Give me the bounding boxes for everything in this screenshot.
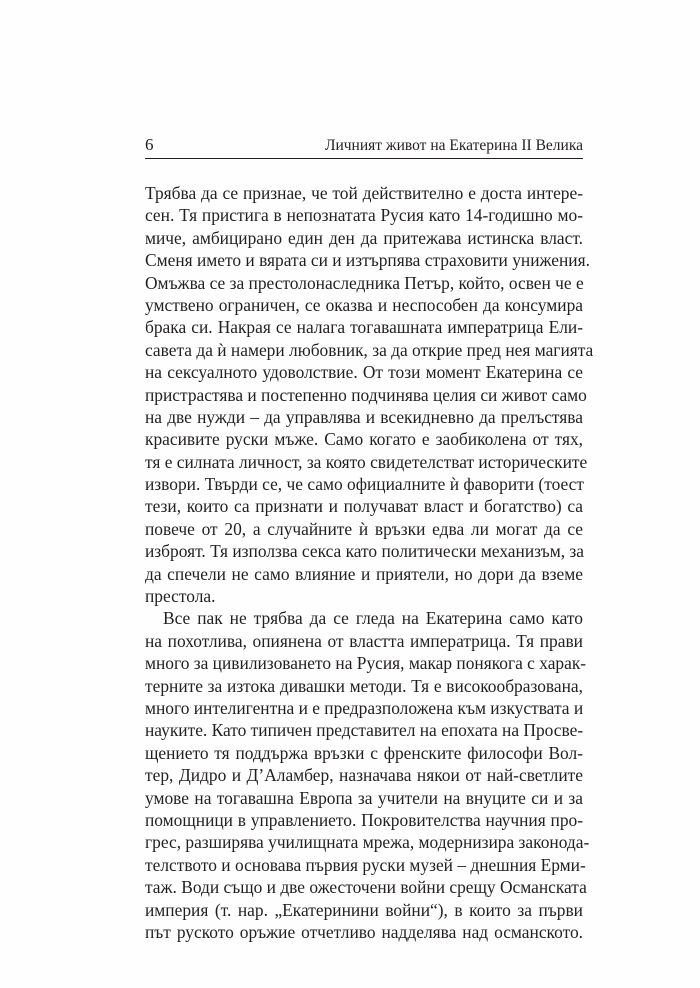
text-line: Все пак не трябва да се гледа на Екатерина само като bbox=[163, 608, 583, 629]
text-line: грес, разширява училищната мрежа, модернизира законода- bbox=[145, 832, 590, 853]
text-line: брака си. Накрая се налага тогавашната императрица Ели- bbox=[145, 317, 583, 338]
text-line: на похотлива, опиянена от властта императрица. Тя прави bbox=[145, 630, 583, 651]
paragraph bbox=[145, 607, 590, 943]
page-number: 6 bbox=[145, 135, 154, 154]
running-header-title: Личният живот на Екатерина II Велика bbox=[324, 137, 583, 154]
text-line: тер, Дидро и Д’Аламбер, назначава някои от най-светлите bbox=[145, 765, 583, 786]
text-line: тя е силната личност, за която свидетелстват историческите bbox=[145, 451, 588, 472]
text-line: телството и основава първия руски музей – днешния Ерми- bbox=[145, 854, 586, 875]
text-line: умове на тогавашна Европа за учители на внуците си и за bbox=[145, 787, 583, 808]
text-line: умствено ограничен, се оказва и неспособен да консумира bbox=[145, 294, 583, 315]
text-line: Омъжва се за престолонаследника Петър, който, освен че е bbox=[145, 272, 584, 293]
text-line: на сексуалното удоволствие. От този момент Екатерина се bbox=[145, 362, 583, 383]
text-line: красивите руски мъже. Само когато е заобиколена от тях, bbox=[145, 429, 583, 450]
text-line: щението тя поддържа връзки с френските философи Вол- bbox=[145, 742, 583, 763]
text-line: пристрастява и постепенно подчинява целия си живот само bbox=[145, 384, 587, 405]
text-line: престола. bbox=[145, 586, 216, 607]
text-line: изброят. Тя използва секса като политически механизъм, за bbox=[145, 541, 584, 562]
text-line: път руското оръжие отчетливо надделява над османското. bbox=[145, 921, 583, 942]
text-line: помощници в управлението. Покровителства научния про- bbox=[145, 809, 583, 830]
text-line: тези, които са признати и получават власт и богатство) са bbox=[145, 496, 583, 517]
paragraph bbox=[145, 182, 594, 607]
body-text bbox=[145, 182, 594, 943]
text-line: на две нужди – да управлява и всекидневно да прелъстява bbox=[145, 406, 583, 427]
running-header bbox=[145, 136, 583, 159]
text-line: науките. Като типичен представител на епохата на Просве- bbox=[145, 720, 584, 741]
text-line: Трябва да се признае, че той действително е доста интере- bbox=[145, 183, 583, 203]
text-line: миче, амбицирано един ден да притежава истинска власт. bbox=[145, 227, 583, 248]
text-line: империя (т. нар. „Екатеринини войни“), в които за първи bbox=[145, 899, 583, 920]
text-line: извори. Твърди се, че само официалните ѝ фаворити (тоест bbox=[145, 474, 584, 495]
text-line: да спечели не само влияние и приятели, но дори да вземе bbox=[145, 563, 583, 584]
text-line: терните за изтока дивашки методи. Тя е високообразована, bbox=[145, 675, 583, 696]
text-line: сен. Тя пристига в непознатата Русия като 14-годишно мо- bbox=[145, 205, 583, 226]
text-line: савета да ѝ намери любовник, за да открие пред нея магията bbox=[145, 339, 594, 360]
text-line: много за цивилизоването на Русия, макар понякога с харак- bbox=[145, 653, 587, 674]
text-line: повече от 20, а случайните ѝ връзки едва ли могат да се bbox=[145, 518, 583, 539]
text-line: много интелигентна и е предразположена към изкуствата и bbox=[145, 697, 584, 718]
text-line: таж. Води също и две ожесточени войни срещу Османската bbox=[145, 877, 587, 898]
text-line: Сменя името и вярата си и изтърпява страховити унижения. bbox=[145, 250, 590, 271]
